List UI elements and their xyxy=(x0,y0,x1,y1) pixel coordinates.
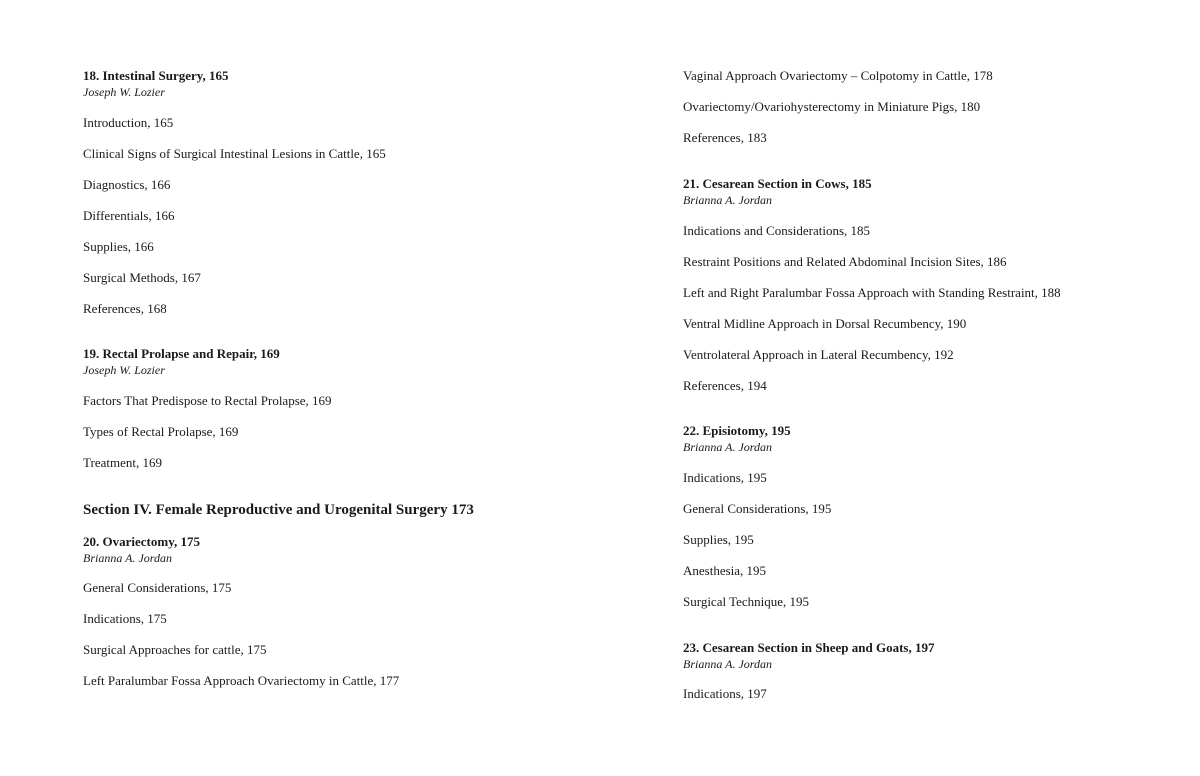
chapter-18-title[interactable]: 18. Intestinal Surgery, 165 xyxy=(83,68,229,83)
toc-entry[interactable]: References, 168 xyxy=(83,301,167,316)
toc-entry[interactable]: References, 183 xyxy=(683,130,767,145)
chapter-22-author: Brianna A. Jordan xyxy=(683,440,772,454)
chapter-19-title[interactable]: 19. Rectal Prolapse and Repair, 169 xyxy=(83,346,280,361)
toc-entry[interactable]: Clinical Signs of Surgical Intestinal Lesions in Cattle, 165 xyxy=(83,146,386,161)
chapter-21-title[interactable]: 21. Cesarean Section in Cows, 185 xyxy=(683,176,872,191)
toc-entry[interactable]: Factors That Predispose to Rectal Prolapse, 169 xyxy=(83,393,332,408)
toc-entry[interactable]: Left and Right Paralumbar Fossa Approach with Standing Restraint, 188 xyxy=(683,285,1061,300)
toc-entry[interactable]: Ovariectomy/Ovariohysterectomy in Miniature Pigs, 180 xyxy=(683,99,981,114)
toc-entry[interactable]: Surgical Approaches for cattle, 175 xyxy=(83,642,267,657)
toc-entry[interactable]: Indications, 175 xyxy=(83,611,167,626)
toc-entry[interactable]: Differentials, 166 xyxy=(83,208,175,223)
toc-entry[interactable]: Supplies, 195 xyxy=(683,532,754,547)
toc-entry[interactable]: Supplies, 166 xyxy=(83,239,154,254)
chapter-23-title[interactable]: 23. Cesarean Section in Sheep and Goats, 197 xyxy=(683,640,935,655)
toc-entry[interactable]: General Considerations, 175 xyxy=(83,580,232,595)
chapter-21-author: Brianna A. Jordan xyxy=(683,193,772,207)
toc-entry[interactable]: Diagnostics, 166 xyxy=(83,177,171,192)
toc-entry[interactable]: Vaginal Approach Ovariectomy – Colpotomy in Cattle, 178 xyxy=(683,68,993,83)
chapter-20-author: Brianna A. Jordan xyxy=(83,551,172,565)
chapter-18-author: Joseph W. Lozier xyxy=(83,85,165,99)
toc-entry[interactable]: References, 194 xyxy=(683,378,767,393)
toc-entry[interactable]: Restraint Positions and Related Abdominal Incision Sites, 186 xyxy=(683,254,1007,269)
section-4-heading[interactable]: Section IV. Female Reproductive and Urogenital Surgery 173 xyxy=(83,502,474,518)
toc-entry[interactable]: Ventral Midline Approach in Dorsal Recumbency, 190 xyxy=(683,316,967,331)
toc-entry[interactable]: Indications and Considerations, 185 xyxy=(683,223,871,238)
toc-entry[interactable]: Left Paralumbar Fossa Approach Ovariectomy in Cattle, 177 xyxy=(83,673,400,688)
toc-entry[interactable]: Anesthesia, 195 xyxy=(683,563,767,578)
toc-entry[interactable]: Indications, 195 xyxy=(683,470,767,485)
toc-entry[interactable]: Ventrolateral Approach in Lateral Recumbency, 192 xyxy=(683,347,954,362)
toc-entry[interactable]: General Considerations, 195 xyxy=(683,501,832,516)
toc-entry[interactable]: Surgical Methods, 167 xyxy=(83,270,201,285)
chapter-19-author: Joseph W. Lozier xyxy=(83,363,165,377)
toc-entry[interactable]: Introduction, 165 xyxy=(83,115,174,130)
chapter-23-author: Brianna A. Jordan xyxy=(683,657,772,671)
chapter-22-title[interactable]: 22. Episiotomy, 195 xyxy=(683,423,791,438)
toc-entry[interactable]: Types of Rectal Prolapse, 169 xyxy=(83,424,239,439)
toc-entry[interactable]: Indications, 197 xyxy=(683,686,767,701)
toc-entry[interactable]: Treatment, 169 xyxy=(83,455,162,470)
chapter-20-title[interactable]: 20. Ovariectomy, 175 xyxy=(83,534,200,549)
toc-entry[interactable]: Surgical Technique, 195 xyxy=(683,594,810,609)
